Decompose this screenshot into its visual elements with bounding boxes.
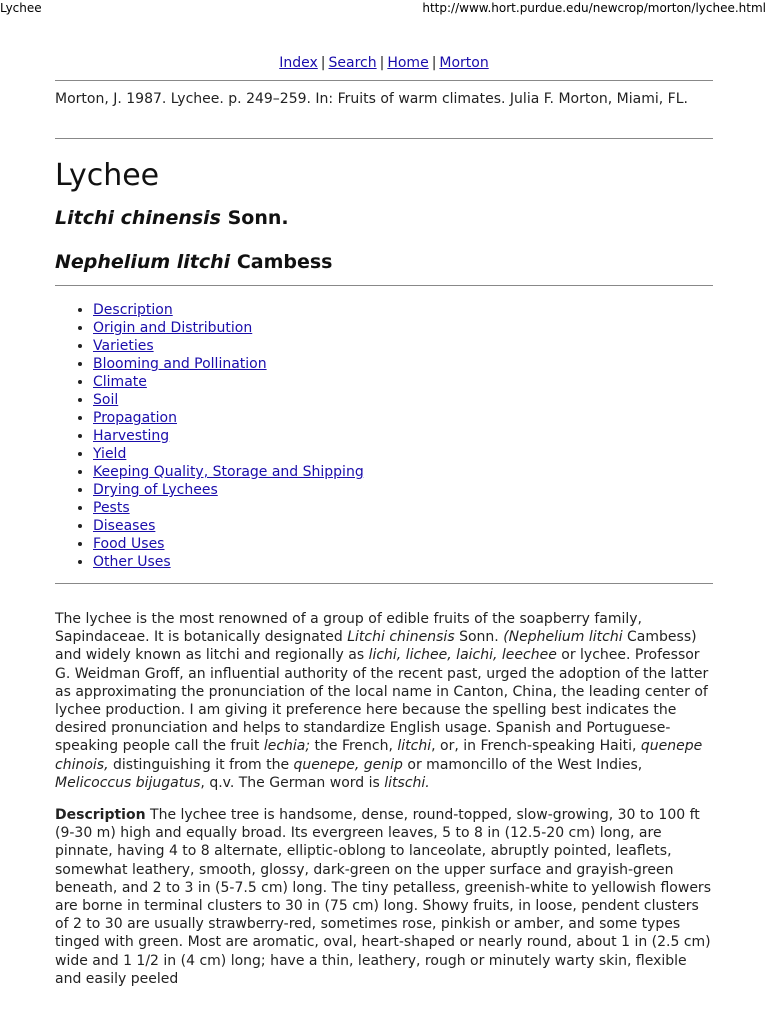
page-title: Lychee	[55, 158, 160, 193]
toc-link-propagation[interactable]: Propagation	[93, 410, 177, 426]
nav-link-search[interactable]: Search	[328, 55, 377, 71]
nav-link-morton[interactable]: Morton	[439, 55, 489, 71]
citation: Morton, J. 1987. Lychee. p. 249–259. In: Fruits of warm climates. Julia F. Morton, Miami, FL.	[55, 91, 688, 107]
toc-item	[93, 535, 713, 553]
scientific-name-author: Cambess	[236, 251, 333, 273]
intro-italic-run: litschi.	[384, 774, 430, 791]
intro-italic-run: lechia;	[263, 738, 311, 755]
intro-text-run: The lychee is the most renowned of a group of edible fruits of the soapberry family, Sapindaceae. It is botanically designated	[55, 611, 642, 646]
print-header-url: http://www.hort.purdue.edu/newcrop/morton/lychee.html	[422, 1, 766, 15]
intro-text-run: , or, in French-speaking Haiti,	[431, 738, 641, 755]
toc-link-pests[interactable]: Pests	[93, 500, 130, 516]
description-text: The lychee tree is handsome, dense, round-topped, slow-growing, 30 to 100 ft (9-30 m) high and equally broad. Its evergreen leaves, 5 to 8 in (12.5-20 cm) long, are pinnate, having 4 to 8 alternate, elliptic-oblong to lanceolate, abruptly pointed, leaflets, somewhat leathery, smooth, glossy, dark-green on the upper surface and grayish-green beneath, and 2 to 3 in (5-7.5 cm) long. The tiny petalless, greenish-white to yellowish flowers are borne in terminal clusters to 30 in (75 cm) long. Showy fruits, in loose, pendent clusters of 2 to 30 are usually strawberry-red, sometimes rose, pinkish or amber, and some types tinged with green. Most are aromatic, oval, heart-shaped or nearly round, about 1 in (2.5 cm) wide and 1 1/2 in (4 cm) long; have a thin, leathery, rough or minutely warty skin, flexible and easily peeled	[55, 807, 711, 987]
toc-item	[93, 373, 713, 391]
intro-italic-run: lichi, lichee, laichi, leechee	[368, 647, 557, 664]
toc-item	[93, 319, 713, 337]
toc-link-description[interactable]: Description	[93, 302, 173, 318]
table-of-contents	[55, 301, 713, 571]
print-header-title: Lychee	[0, 1, 42, 15]
toc-link-food-uses[interactable]: Food Uses	[93, 536, 165, 552]
toc-link-origin[interactable]: Origin and Distribution	[93, 320, 253, 336]
toc-link-yield[interactable]: Yield	[93, 446, 127, 462]
intro-text-run: or mamoncillo of the West Indies,	[402, 756, 643, 773]
toc-link-keeping-quality[interactable]: Keeping Quality, Storage and Shipping	[93, 464, 364, 480]
toc-item	[93, 337, 713, 355]
description-heading: Description	[55, 807, 146, 824]
toc-item	[93, 409, 713, 427]
scientific-name-binomial: Nephelium litchi	[55, 251, 231, 273]
toc-link-soil[interactable]: Soil	[93, 392, 119, 408]
intro-text-run: Sonn.	[454, 629, 504, 646]
toc-item	[93, 517, 713, 535]
toc-item	[93, 463, 713, 481]
toc-item	[93, 553, 713, 571]
intro-italic-run: quenepe chinois,	[55, 738, 703, 773]
intro-text-run: distinguishing it from the	[108, 756, 294, 773]
toc-item	[93, 355, 713, 373]
nav-separator: |	[320, 55, 326, 71]
toc-link-varieties[interactable]: Varieties	[93, 338, 154, 354]
intro-text-run: , q.v. The German word is	[200, 774, 385, 791]
toc-item	[93, 427, 713, 445]
nav-separator: |	[431, 55, 437, 71]
intro-text-run: the French,	[310, 738, 398, 755]
intro-paragraph	[55, 610, 713, 792]
toc-link-other-uses[interactable]: Other Uses	[93, 554, 171, 570]
print-header	[0, 0, 768, 18]
scientific-name-author: Sonn.	[227, 207, 289, 229]
scientific-name-primary	[55, 206, 713, 230]
toc-item	[93, 301, 713, 319]
toc-item	[93, 481, 713, 499]
intro-italic-run: Litchi chinensis	[347, 629, 455, 646]
intro-italic-run: (Nephelium litchi	[503, 629, 623, 646]
page-content	[55, 52, 713, 988]
intro-italic-run: litchi	[397, 738, 432, 755]
scientific-name-binomial: Litchi chinensis	[55, 207, 221, 229]
top-navigation	[55, 52, 713, 74]
description-paragraph	[55, 806, 713, 988]
toc-item	[93, 391, 713, 409]
toc-link-drying[interactable]: Drying of Lychees	[93, 482, 218, 498]
nav-separator: |	[379, 55, 385, 71]
intro-text-run: Cambess) and widely known as litchi and regionally as	[55, 629, 697, 664]
nav-link-index[interactable]: Index	[279, 55, 318, 71]
toc-link-harvesting[interactable]: Harvesting	[93, 428, 170, 444]
toc-link-climate[interactable]: Climate	[93, 374, 147, 390]
scientific-name-synonym	[55, 250, 713, 274]
toc-item	[93, 445, 713, 463]
toc-link-diseases[interactable]: Diseases	[93, 518, 156, 534]
toc-link-blooming[interactable]: Blooming and Pollination	[93, 356, 267, 372]
intro-text-run: or lychee. Professor G. Weidman Groff, an influential authority of the recent past, urged the adoption of the latter as approximating the pronunciation of the local name in Canton, China, the leading center of lychee production. I am giving it preference here because the spelling best indicates the desired pronunciation and helps to standardize English usage. Spanish and Portuguese-speaking people call the fruit	[55, 647, 709, 755]
nav-link-home[interactable]: Home	[387, 55, 429, 71]
toc-item	[93, 499, 713, 517]
intro-italic-run: Melicoccus bijugatus	[55, 774, 201, 791]
intro-italic-run: quenepe, genip	[293, 756, 403, 773]
